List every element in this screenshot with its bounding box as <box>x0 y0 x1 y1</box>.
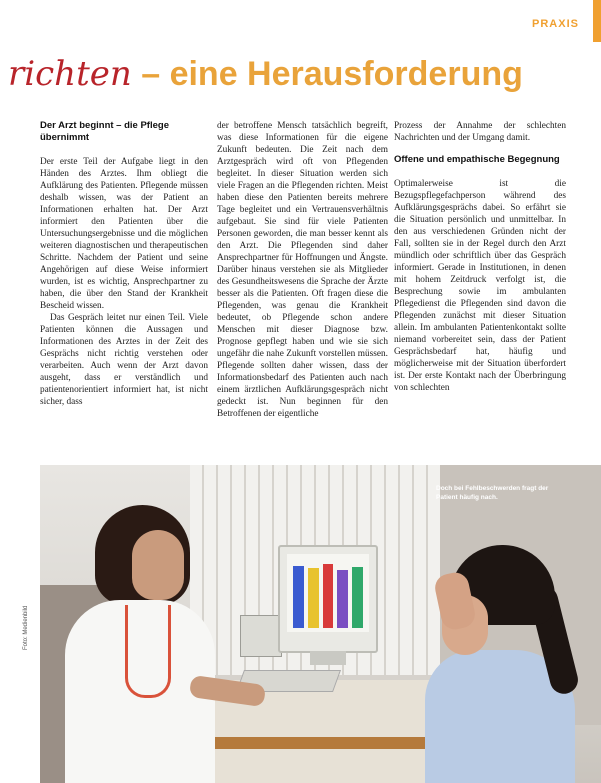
text-column-3 <box>394 120 566 394</box>
monitor-screen <box>287 554 369 632</box>
monitor-stand <box>310 651 346 665</box>
photo-credit: Foto: Medienbild <box>23 605 29 650</box>
headline-rest: eine Herausforderung <box>169 55 523 93</box>
photo-caption: Doch bei Fehlbeschwerden fragt der Patient häufig nach. <box>436 485 549 501</box>
paragraph: Prozess der Annahme der schlechten Nachrichten und der Umgang damit. <box>394 121 566 143</box>
subhead-arzt-beginnt: Der Arzt beginnt – die Pflege übernimmt <box>40 120 169 143</box>
article-photo <box>40 465 601 783</box>
screen-bar <box>323 564 334 628</box>
subhead-offene-begegnung: Offene und empathische Begegnung <box>394 154 560 165</box>
text-column-1 <box>40 120 208 408</box>
paragraph: Der erste Teil der Aufgabe liegt in den Händen des Arztes. Ihm obliegt die Aufklärung des Patienten. Pflegende müssen deshalb wissen, was der Patient an Informationen erhalten hat. Der Arzt informiert den Patienten über die Untersuchungsergebnisse und die möglichen weiteren diagnostischen und therapeutischen Schritte. Nachdem der Patient und seine Angehörigen auf diese Weise informiert wurden, ist es wichtig, Ansprechpartner zu haben, die über den Stand der Krankheit Bescheid wissen. <box>40 157 208 311</box>
printer <box>240 615 282 657</box>
section-bar <box>593 0 601 42</box>
screen-bar <box>293 566 304 628</box>
headline-italic: richten <box>8 54 132 94</box>
screen-bar <box>352 567 363 628</box>
paragraph: Das Gespräch leitet nur einen Teil. Viele Patienten können die Aussagen und Informationen des Arztes in der Zeit des Gesprächs nicht richtig verstehen oder verarbeiten. Auch wenn der Arzt davon ausgeht, dass er verständlich und patientenorientiert informiert hat, ist nicht sicher, dass <box>40 313 208 407</box>
stethoscope <box>125 605 171 698</box>
screen-bar <box>308 568 319 628</box>
article-headline <box>8 52 523 96</box>
headline-dash: – <box>141 55 161 93</box>
paragraph: der betroffene Mensch tatsächlich begreift, was diese Informationen für die eigene Zukunft bedeuten. Die Zeit nach dem Arztgespräch wird oft von Pflegenden begleitet. In dieser Situation werden sich viele Fragen an die Pflegenden richten. Meist haben diese den Patienten bereits mehrere Tage begleitet und ein Vertrauensverhältnis aufgebaut. Sie sind für viele Patienten Personen geworden, die man besser kennt als den Arzt. Die Pflegenden sind daher Ansprechpartner für Hoffnungen und Ängste. Darüber hinaus verstehen sie als Mitglieder des Gesundheitswesens die Sprache der Ärzte besser als die Patienten. Oft fragen diese die Pflegenden, was genau die Krankheit bedeutet, ob Pflegende schon andere Menschen mit dieser Diagnose bzw. Prognose gepflegt haben und wie sie sich ungefähr die nahe Zukunft vorstellen müssen. Pflegende sollten daher wissen, dass der Informationsbedarf des Patienten auch nach einem ärztlichen Aufklärungsgespräch nicht gedeckt ist. Nun beginnen für den Betroffenen der eigentliche <box>217 121 388 419</box>
paragraph: Optimalerweise ist die Bezugspflegefachperson während des Aufklärungsgesprächs dabei. So erfährt sie die Situation persönlich und unmittelbar. In den aus verschiedenen Gründen nicht der Fall, sollten sie in der Regel durch den Arzt mündlich oder schriftlich über das Gespräch informiert. Gerade in Institutionen, in denen mit hohem Zeitdruck verfolgt ist, die Besprechung sowie im ambulanten Pflegedienst die Pflegenden sind davon die Pflegenden zunächst mit dieser Situation allein. Im ambulanten Patientenkontakt sollte niemand vorbereitet sein, dass der Patient Gesprächsbedarf hat, häufig und möglicherweise mit der Situation überfordert ist. Der erste Kontakt nach der Überbringung von schlechten <box>394 179 566 393</box>
screen-bar <box>337 570 348 628</box>
section-label: PRAXIS <box>532 18 579 30</box>
computer-monitor <box>278 545 378 653</box>
doctor-face <box>132 530 184 600</box>
text-column-2 <box>217 120 388 420</box>
